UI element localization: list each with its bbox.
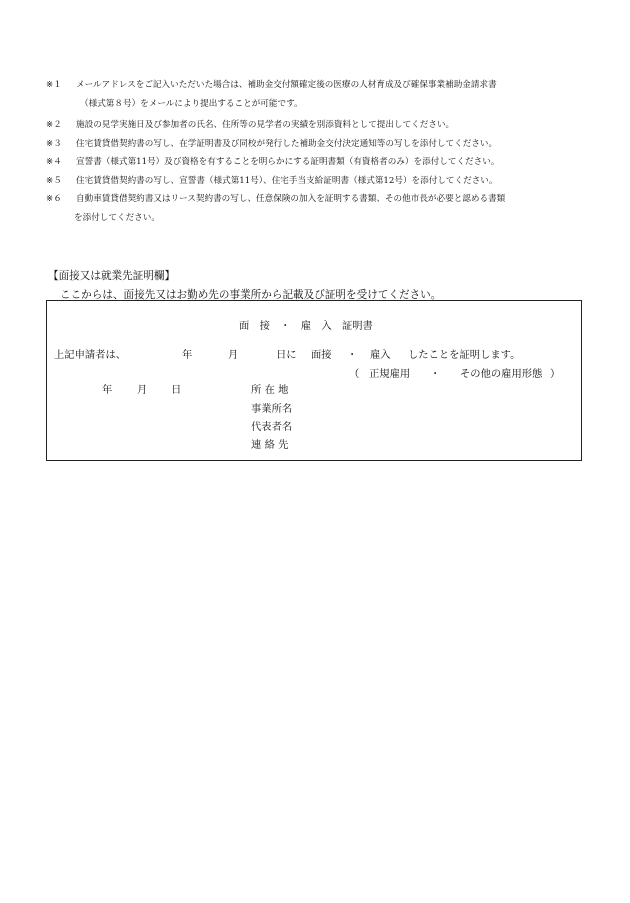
option-separator: ・ — [347, 349, 358, 361]
note-6 — [46, 194, 505, 205]
note-1-continuation: （様式第８号）をメールにより提出することが可能です。 — [80, 99, 303, 109]
date-year: 年 — [102, 384, 113, 396]
statement-prefix: 上記申請者は、 — [54, 349, 127, 361]
section-heading: 【面接又は就業先証明欄】 — [48, 270, 176, 282]
note-text: 施設の見学実施日及び参加者の氏名、住所等の見学者の実績を別添資料として提出してください。 — [76, 120, 455, 130]
note-text: 自動車賃貸借契約書又はリース契約書の写し、任意保険の加入を証明する書類、その他市長が必要と認める書類 — [76, 194, 506, 204]
paren-close: ） — [550, 368, 561, 380]
employment-other: その他の雇用形態 — [460, 368, 543, 380]
day-label: 日に — [276, 349, 297, 361]
note-text: 住宅賃貸借契約書の写し、宣誓書（様式第11号）、住宅手当支給証明書（様式第12号）を添付してください。 — [76, 176, 498, 186]
note-mark: ※３ — [46, 139, 62, 149]
note-mark: ※１ — [46, 80, 62, 90]
note-mark: ※２ — [46, 120, 62, 130]
note-2 — [46, 120, 454, 131]
note-4 — [46, 157, 499, 168]
certificate-title: 面 接 ・ 雇 入 証明書 — [239, 320, 373, 332]
date-month: 月 — [137, 384, 148, 396]
note-3 — [46, 139, 497, 150]
note-mark: ※５ — [46, 176, 62, 186]
field-contact: 連 絡 先 — [251, 439, 289, 451]
certificate-box — [46, 300, 582, 461]
note-6-continuation: を添付してください。 — [74, 213, 160, 223]
statement-suffix: したことを証明します。 — [408, 349, 521, 361]
field-representative: 代表者名 — [251, 421, 293, 433]
note-5 — [46, 176, 497, 187]
field-address: 所 在 地 — [251, 384, 289, 396]
date-day: 日 — [171, 384, 182, 396]
employment-separator: ・ — [430, 368, 441, 380]
note-text: メールアドレスをご記入いただいた場合は、補助金交付額確定後の医療の人材育成及び確保事業補助金請求書 — [76, 80, 497, 90]
month-label: 月 — [228, 349, 239, 361]
note-1 — [46, 80, 497, 91]
section-instruction: ここからは、面接先又はお勤め先の事業所から記載及び証明を受けてください。 — [60, 289, 442, 301]
note-mark: ※４ — [46, 157, 62, 167]
field-office: 事業所名 — [251, 403, 293, 415]
year-label: 年 — [182, 349, 193, 361]
paren-open: （ — [349, 368, 360, 380]
employment-regular: 正規雇用 — [369, 368, 411, 380]
note-text: 住宅賃貸借契約書の写し、在学証明書及び同校が発行した補助金交付決定通知等の写しを添付してください。 — [76, 139, 498, 149]
note-text: 宣誓書（様式第11号）及び資格を有することを明らかにする証明書類（有資格者のみ）を添付してください。 — [76, 157, 500, 167]
note-mark: ※６ — [46, 194, 62, 204]
option-hire: 雇入 — [370, 349, 391, 361]
option-interview: 面接 — [311, 349, 332, 361]
